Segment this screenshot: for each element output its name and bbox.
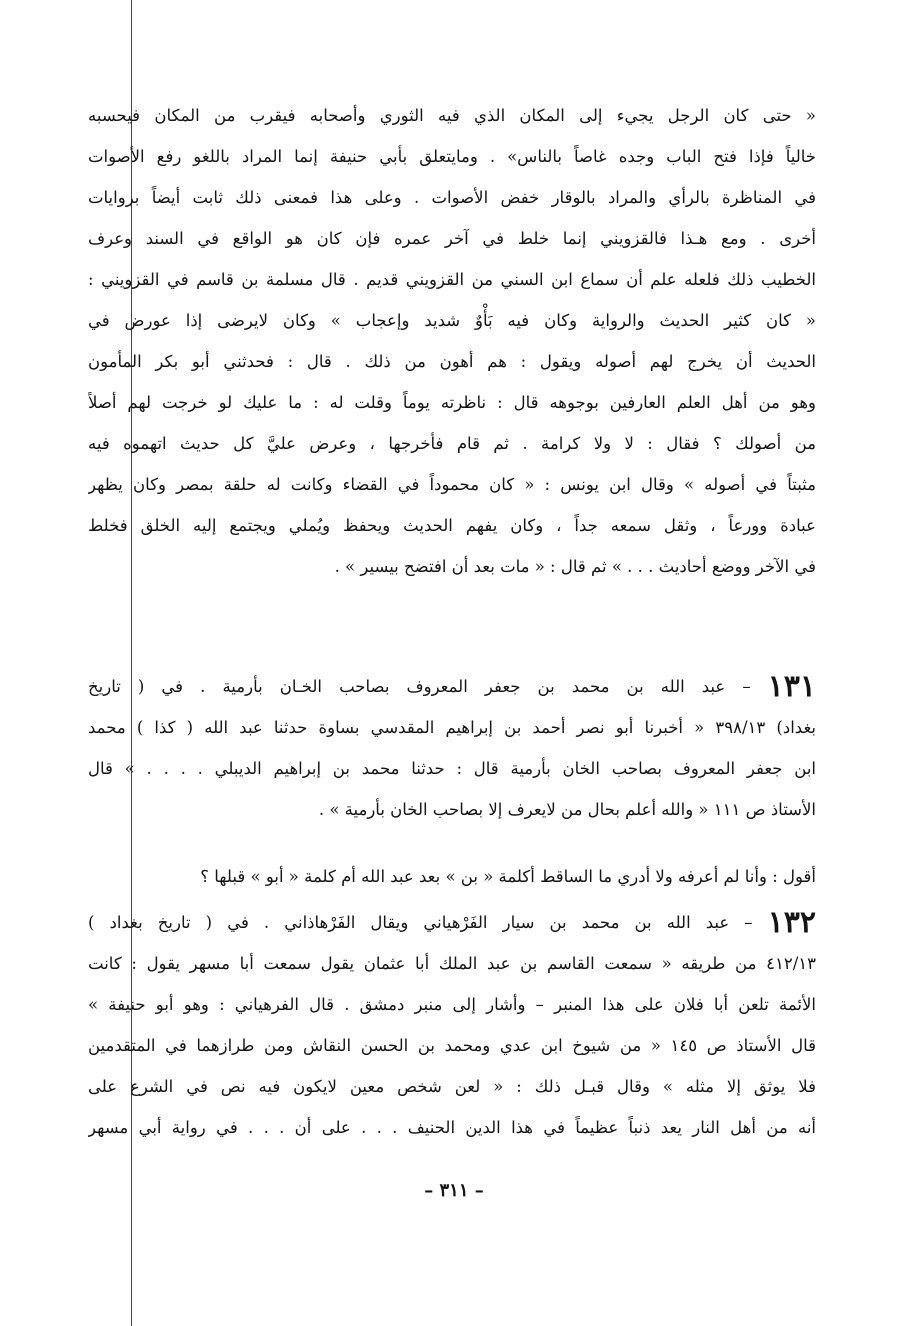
entry-number: ١٣٢	[767, 905, 816, 940]
page-number: – ٣١١ –	[424, 1180, 484, 1201]
text-line: في المناظرة بالرأي والمراد بالوقار خفض الأصوات . وعلى هذا فمعنى ذلك ثابت أيضاً بروايات	[88, 188, 816, 207]
text-line: الحديث أن يخرج لهم أصوله ويقول : هم أهون من ذلك . قال : فحدثني أبو بكر المأمون	[88, 352, 816, 371]
text-line: وهو من أهل العلم العارفين بوجوهه قال : ناظرته يوماً وقلت له : ما عليك لو خرجت لهم أصلاً	[88, 393, 816, 412]
text-line: الخطيب ذلك فلعله علم أن سماع ابن السني من القزويني قديم . قال مسلمة بن قاسم في القزويني :	[88, 270, 816, 289]
text-line: أقول : وأنا لم أعرفه ولا أدري ما الساقط أكلمة « بن » بعد عبد الله أم كلمة « أبو » قبلها ؟	[200, 867, 816, 886]
text-line: ابن جعفر المعروف بصاحب الخان بأرمية قال : حدثنا محمد بن إبراهيم الديبلي . . . . » قال	[88, 759, 816, 778]
entry-number: ١٣١	[767, 669, 816, 704]
text-line: فلا يوثق إلا مثله » وقال قبـل ذلك : « لعن شخص معين لايكون فيه نص في الشرع على	[88, 1077, 816, 1096]
paragraph-continuation	[88, 95, 816, 587]
text-line: بغداد) ٣٩٨/١٣ « أخبرنا أبو نصر أحمد بن إبراهيم المقدسي بساوة حدثنا عبد الله ( كذا ) محمد	[88, 718, 816, 737]
text-line: خالياً فإذا فتح الباب وجده غاصاً بالناس» . ومايتعلق بأبي حنيفة إنما المراد باللغو رفع الأصوات	[88, 147, 816, 166]
text-line: الأئمة تلعن أبا فلان على هذا المنبر – وأشار إلى منبر دمشق . قال الفرهياني : وهو أبو حنيفة »	[88, 995, 816, 1014]
text-line: أخرى . ومع هـذا فالقزويني إنما خلط في آخر عمره فإن كان هو الواقع في السند وعرف	[88, 229, 816, 248]
text-line: مثبتاً في أصوله » وقال ابن يونس : « كان محموداً في القضاء وكانت له حلقة بمصر وكان يظهر	[88, 475, 816, 494]
entry-132	[88, 902, 816, 1148]
entry-heading-line	[88, 902, 816, 943]
text-line: « كان كثير الحديث والرواية وكان فيه بَأْوٌ شديد وإعجاب » وكان لايرضى إذا عورض في	[88, 311, 816, 330]
entry-heading-text: – عبد الله بن محمد بن جعفر المعروف بصاحب الخـان بأرمية . في ( تاريخ	[88, 677, 751, 696]
text-line: أنه من أهل النار يعد ذنباً عظيماً في هذا الدين الحنيف . . . على أن . . . في رواية أبي مسهر	[88, 1118, 816, 1137]
text-line: قال الأستاذ ص ١٤٥ « من شيوخ ابن عدي ومحمد بن الحسن النقاش ومن طرازهما في المتقدمين	[88, 1036, 816, 1055]
text-line: في الآخر ووضع أحاديث . . . » ثم قال : « مات بعد أن افتضح بيسير » .	[334, 557, 816, 576]
text-line: الأستاذ ص ١١١ « والله أعلم بحال من لايعرف إلا بصاحب الخان بأرمية » .	[318, 800, 816, 819]
author-comment	[88, 856, 816, 897]
entry-heading-text: – عبد الله بن محمد بن سيار الفَرْهياني ويقال الفَرْهاذاني . في ( تاريخ بغداد )	[88, 913, 753, 932]
text-line: ٤١٢/١٣ من طريقه « سمعت القاسم بن عبد الملك أبا عثمان يقول سمعت أبا مسهر يقول : كانت	[88, 954, 816, 973]
text-line: من أصولك ؟ فقال : لا ولا كرامة . ثم قام فأخرجها ، وعرض عليَّ كل حديث اتهموه فيه	[88, 434, 816, 453]
text-line: عبادة وورعاً ، وثقل سمعه جداً ، وكان يفهم الحديث ويحفظ ويُملي ويجتمع إليه الخلق فخلط	[88, 516, 816, 535]
entry-heading-line	[88, 666, 816, 707]
entry-131	[88, 666, 816, 830]
text-line: « حتى كان الرجل يجيء إلى المكان الذي فيه الثوري وأصحابه فيقرب من المكان فيحسبه	[88, 106, 816, 125]
